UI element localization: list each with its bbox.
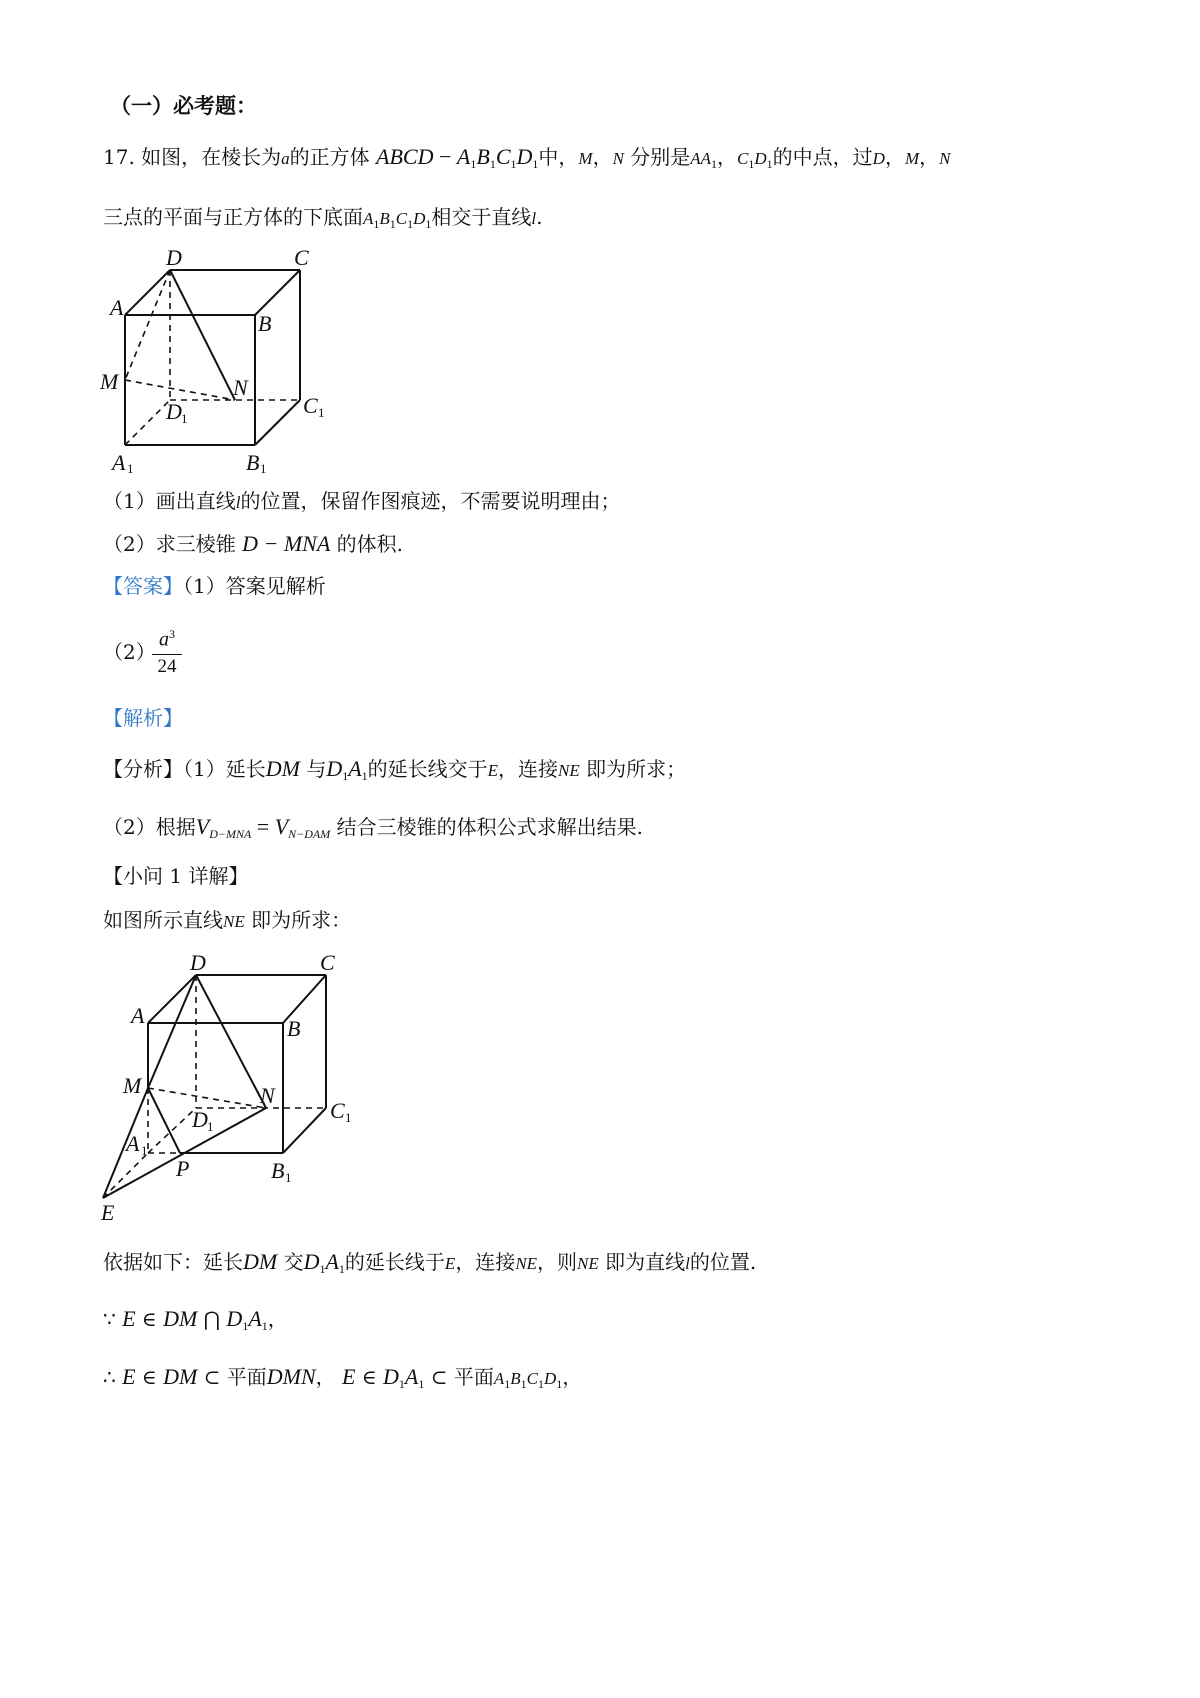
answer-line-1 [103,572,326,600]
point-m: M [578,149,593,168]
edge-dm [125,270,170,380]
label-a1: A [126,1131,140,1156]
analysis-text: 即为所求； [586,757,687,781]
base-face-name: $A_1B_1C_1D_1$ [493,1369,563,1391]
fraction-numerator: a [159,628,169,651]
detail-text: 的位置. [689,1250,757,1274]
detail-text: 平面 [226,1365,267,1389]
segment-d1a1: $D_1A_1$ [326,756,368,783]
basis-line [103,1248,756,1283]
label-b: B [258,311,272,336]
detail-text: 交 [283,1250,304,1274]
label-m: M [100,369,119,394]
detail-text: 即为所求： [251,908,352,932]
segment-dm: DM [243,1249,278,1274]
cube-name: ABCD − $A_1B_1C_1D_1$ [376,144,539,171]
segment-d1a1: $D_1A_1$ [226,1306,268,1333]
segment-d1a1: $D_1A_1$ [303,1249,345,1276]
problem-17-line-1 [103,143,950,178]
detail-text: 即为直线 [605,1250,686,1274]
label-a: A [131,1003,145,1028]
therefore-symbol: ∴ [103,1365,116,1389]
therefore-line [103,1363,582,1398]
label-c1-sub: 1 [318,405,325,420]
punct: ， [884,145,905,169]
label-b1-sub: 1 [285,1170,292,1185]
edge-bc [255,270,300,315]
line-l: l [531,209,537,228]
segment-c1d1: $C_1D_1$ [737,149,773,171]
point-e: E [342,1364,356,1389]
sub-question-1 [103,487,620,517]
label-m: M [123,1073,142,1098]
detail-text: 如图所示直线 [103,908,223,932]
detail-text: 依据如下：延长 [103,1250,243,1274]
line-l: l [685,1254,690,1273]
edge-mp [148,1088,180,1153]
segment-dm: DM [163,1364,198,1389]
punct: ， [717,145,738,169]
label-a1: A [112,450,126,475]
label-n: N [233,375,248,400]
question-text: 的体积. [336,532,403,556]
label-d1: D [166,399,182,424]
edge-a1d1 [148,1108,196,1153]
label-a1-sub: 1 [127,461,134,476]
cube-figure-2 [98,948,378,1223]
edge-ad [125,270,170,315]
point-m: M [904,149,920,168]
label-c1: C [303,393,318,418]
detail-text: ，则 [537,1250,578,1274]
section-title: （一）必考题： [110,93,257,118]
punct: ， [315,1365,336,1389]
edge-mn [125,380,235,400]
problem-text: 的正方体 [289,145,370,169]
label-d: D [190,950,206,975]
jiexi-tag: 【解析】 [103,706,183,730]
answer-line-2 [103,638,156,666]
label-c1: C [330,1098,345,1123]
fraction-exponent: 3 [169,627,175,641]
question-text: （2）求三棱锥 [103,532,236,556]
label-b: B [287,1016,301,1041]
label-b1: B [246,450,260,475]
edge-ea1 [103,1153,148,1198]
label-b1: B [271,1158,285,1183]
because-line [103,1305,288,1340]
label-a: A [110,295,124,320]
subset-symbol: ⊂ [197,1365,227,1389]
analysis-text: （1）延长 [183,757,266,781]
point-e: E [444,1254,456,1273]
analysis-text: ，连接 [498,757,559,781]
label-e: E [101,1200,115,1225]
label-c: C [294,245,309,270]
analysis-line-2 [103,813,643,848]
answer-fraction [152,622,182,679]
detail-text: 平面 [453,1365,494,1389]
edge-b1c1 [255,400,300,445]
label-c1-sub: 1 [345,1110,352,1125]
point-n: N [612,149,624,168]
edge-dm [148,975,196,1088]
detail-text: 的延长线于 [344,1250,445,1274]
edge-a1d1 [125,400,170,445]
cube-figure-1 [100,245,340,475]
segment-ne: NE [558,761,580,780]
label-b1-sub: 1 [260,461,267,476]
question-text: （1）画出直线 [103,489,236,513]
label-d1-sub: 1 [181,411,188,426]
edge-ad [148,975,196,1023]
point-e: E [122,1306,136,1331]
answer-tag: 【答案】 [103,574,183,598]
analysis-text: （2）根据 [103,815,196,839]
problem-text: 的中点，过 [772,145,873,169]
point-e: E [122,1364,136,1389]
analysis-text: 与 [306,757,327,781]
problem-text: 三点的平面与正方体的下底面 [103,205,363,229]
because-symbol: ∵ [103,1307,116,1331]
segment-aa1: $AA_1$ [690,149,718,171]
segment-dm: DM [163,1306,198,1331]
intersect-symbol: ⋂ [197,1307,227,1331]
subset-symbol: ⊂ [424,1365,454,1389]
segment-dm: DM [265,756,300,781]
answer-text: （1）答案见解析 [183,574,326,598]
punct: ， [562,1365,583,1389]
label-d: D [166,245,182,270]
analysis-line-1 [103,755,686,790]
fraction-denominator: 24 [152,654,182,679]
pyramid-expr: D − MNA [242,531,331,556]
label-n: N [260,1083,275,1108]
segment-ne: NE [515,1254,538,1273]
segment-d1a1: $D_1A_1$ [383,1364,425,1391]
edge-b1c1 [283,1108,326,1153]
question-text: 的位置，保留作图痕迹，不需要说明理由； [240,489,621,513]
segment-ne: NE [577,1254,599,1273]
in-symbol: ∈ [355,1365,384,1389]
punct: ， [592,145,613,169]
segment-ne: NE [223,912,245,931]
line-l: l [235,493,241,512]
edge-dn [196,975,266,1108]
label-d1: D [192,1107,208,1132]
problem-text: 相交于直线 [431,205,532,229]
punct: ， [919,145,940,169]
detail-intro [103,906,351,936]
in-symbol: ∈ [135,1307,164,1331]
answer-text: （2） [103,640,156,664]
problem-17-line-2 [103,203,543,238]
analysis-text: 的延长线交于 [367,757,488,781]
var-a: a [281,149,290,168]
point-e: E [487,761,499,780]
analysis-tag: 【分析】 [103,757,183,781]
punct: ， [267,1307,288,1331]
problem-text: 17. 如图，在棱长为 [103,145,282,169]
problem-text: 分别是 [630,145,691,169]
edge-dn [170,270,235,400]
in-symbol: ∈ [135,1365,164,1389]
label-a1-sub: 1 [141,1143,148,1158]
punct: . [536,205,543,229]
plane-dmn: DMN [266,1364,316,1389]
detail-tag: 【小问 1 详解】 [103,864,249,888]
volume-equation: $V_{D-MNA} = V_{N-DAM}$ [195,814,331,841]
edge-mn [148,1088,266,1108]
base-face-name: $A_1B_1C_1D_1$ [363,209,432,231]
point-n: N [939,149,951,168]
sub-question-2 [103,530,403,558]
problem-text: 中， [538,145,579,169]
analysis-text: 结合三棱锥的体积公式求解出结果. [336,815,643,839]
point-d: D [872,149,885,168]
label-p: P [176,1156,190,1181]
label-c: C [320,950,335,975]
detail-text: ，连接 [455,1250,516,1274]
label-d1-sub: 1 [207,1119,214,1134]
